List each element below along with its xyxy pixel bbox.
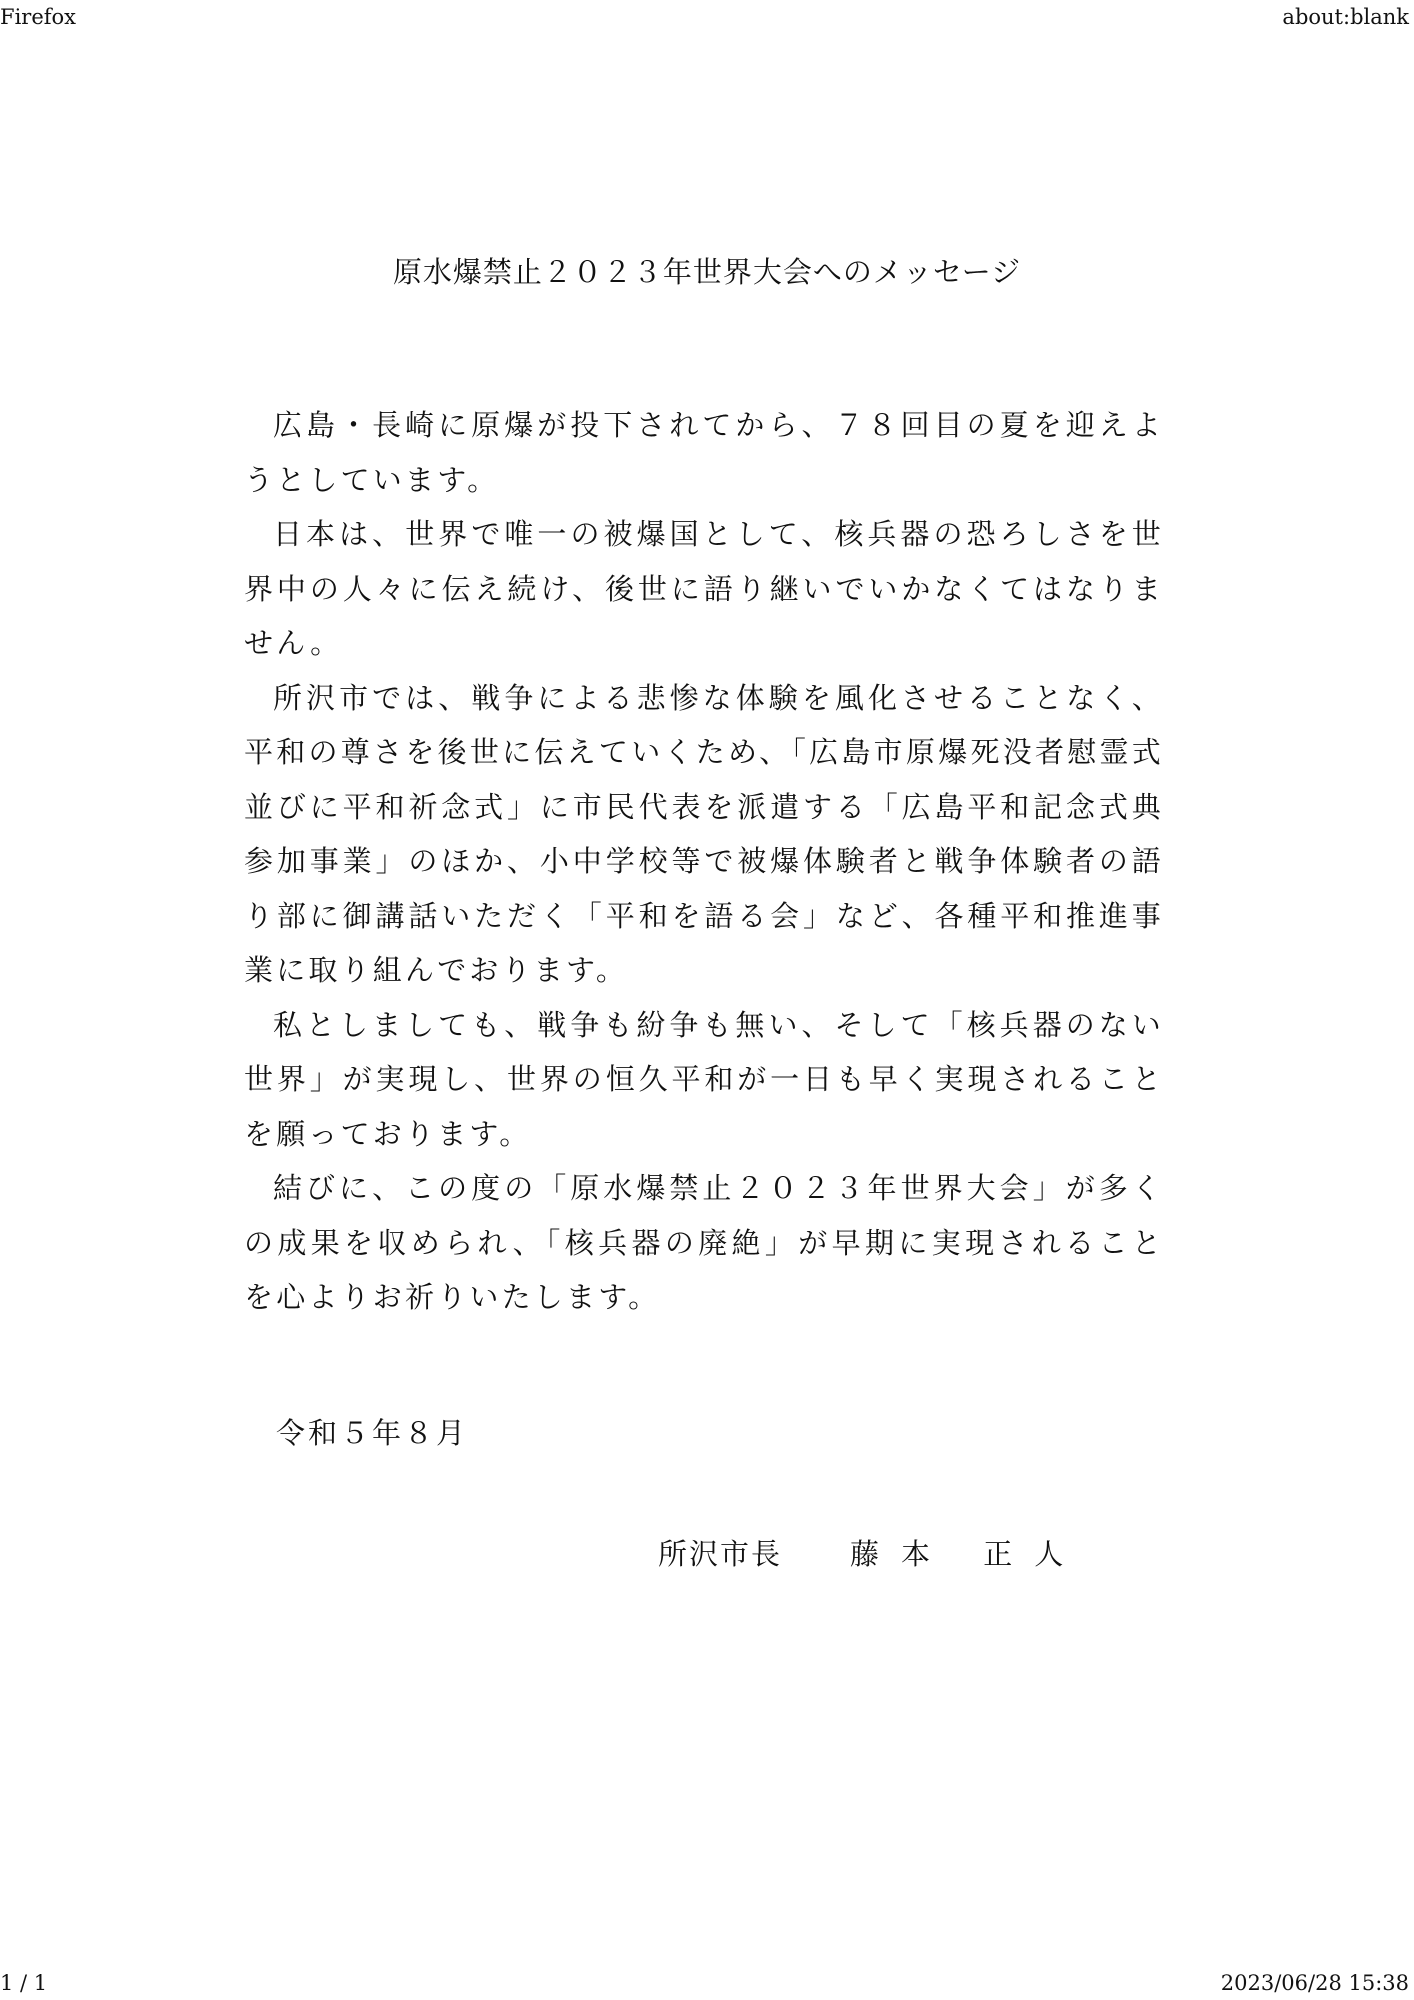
signature bbox=[658, 1527, 1085, 1581]
paragraph-4: 私としましても、戦争も紛争も無い、そして「核兵器のない世界」が実現し、世界の恒久平和が一日も早く実現されることを願っております。 bbox=[244, 1007, 1164, 1151]
browser-app-name: Firefox bbox=[0, 5, 77, 29]
paragraph-3: 所沢市では、戦争による悲惨な体験を風化させることなく、平和の尊さを後世に伝えていくため、「広島市原爆死没者慰霊式並びに平和祈念式」に市民代表を派遣する「広島平和記念式典参加事業」のほか、小中学校等で被爆体験者と戦争体験者の語り部に御講話いただく「平和を語る会」など、各種平和推進事業に取り組んでおります。 bbox=[244, 680, 1164, 987]
paragraph-2: 日本は、世界で唯一の被爆国として、核兵器の恐ろしさを世界中の人々に伝え続け、後世に語り継いでいかなくてはなりません。 bbox=[244, 517, 1164, 660]
document-body bbox=[244, 398, 1164, 1325]
signatory-name: 藤本 正人 bbox=[850, 1537, 1086, 1571]
print-timestamp: 2023/06/28 15:38 bbox=[1220, 1971, 1409, 1995]
document-date: 令和５年８月 bbox=[276, 1416, 469, 1450]
page-url: about:blank bbox=[1282, 5, 1409, 29]
signatory-title: 所沢市長 bbox=[658, 1537, 783, 1571]
page-indicator: 1 / 1 bbox=[0, 1971, 48, 1995]
paragraph-1: 広島・長崎に原爆が投下されてから、７８回目の夏を迎えようとしています。 bbox=[244, 408, 1164, 497]
document-title: 原水爆禁止２０２３年世界大会へのメッセージ bbox=[392, 255, 1022, 289]
paragraph-5: 結びに、この度の「原水爆禁止２０２３年世界大会」が多くの成果を収められ、「核兵器の廃絶」が早期に実現されることを心よりお祈りいたします。 bbox=[244, 1171, 1164, 1314]
